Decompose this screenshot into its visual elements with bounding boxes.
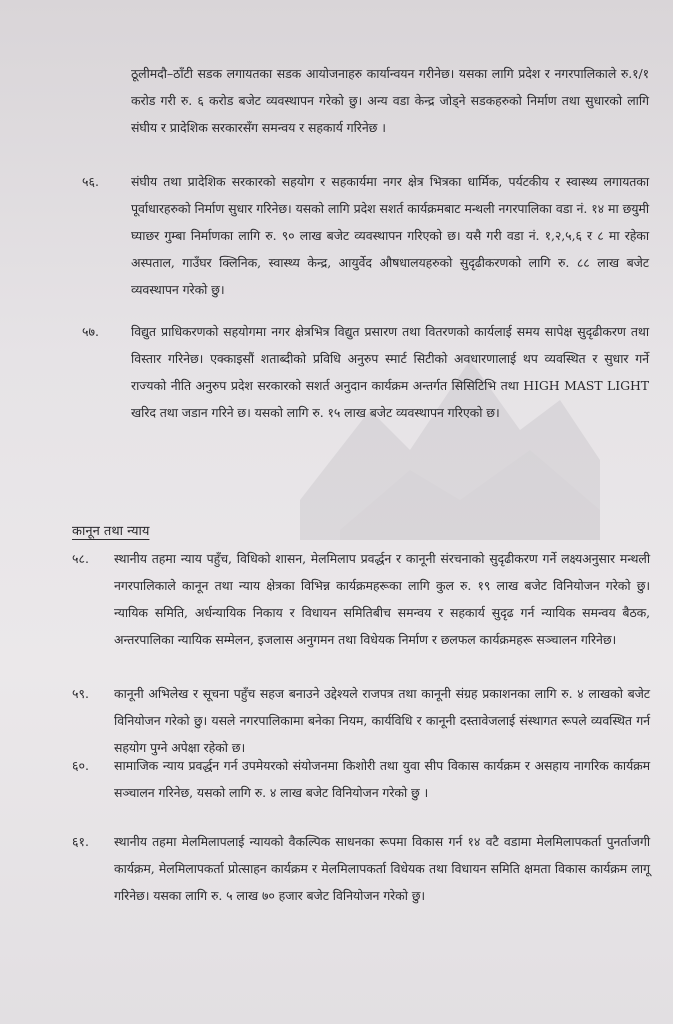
intro-paragraph: ठूलीमदौ–ठाँटी सडक लगायतका सडक आयोजनाहरु कार्यान्वयन गरीनेछ। यसका लागि प्रदेश र नगरपालिकाले रु.१/१ करोड गरी रु. ६ करोड बजेट व्यवस्थापन गरेको छु। अन्य वडा केन्द्र जोड्ने सडकहरुको निर्माण तथा सुधारको लागि संघीय र प्रादेशिक सरकारसँग समन्वय र सहकार्य गरिनेछ । [131,66,649,135]
item-paragraph: कानूनी अभिलेख र सूचना पहुँच सहज बनाउने उद्देश्यले राजपत्र तथा कानूनी संग्रह प्रकाशनका लागि रु. ४ लाखको बजेट विनियोजन गरेको छु। यसले नगरपालिकामा बनेका नियम, कार्यविधि र कानूनी दस्तावेजलाई संस्थागत रूपले व्यवस्थित गर्न सहयोग पुग्ने अपेक्षा रहेको छ। [114,686,650,755]
item-number: ५६. [82,174,99,189]
section-heading: कानून तथा न्याय [72,524,150,539]
item-paragraph: सामाजिक न्याय प्रवर्द्धन गर्न उपमेयरको संयोजनमा किशोरी तथा युवा सीप विकास कार्यक्रम र असहाय नागरिक कार्यक्रम सञ्चालन गरिनेछ, यसको लागि रु. ४ लाख बजेट विनियोजन गरेको छु । [114,758,650,800]
item-paragraph: विद्युत प्राधिकरणको सहयोगमा नगर क्षेत्रभित्र विद्युत प्रसारण तथा वितरणको कार्यलाई समय सापेक्ष सुदृढीकरण तथा विस्तार गरिनेछ। एक्काइसौं शताब्दीको प्रविधि अनुरुप स्मार्ट सिटीको अवधारणालाई थप व्यवस्थित र सुधार गर्ने राज्यको नीति अनुरुप प्रदेश सरकारको सशर्त अनुदान कार्यक्रम अन्तर्गत सिसिटिभि तथा HIGH MAST LIGHT खरिद तथा जडान गरिने छ। यसको लागि रु. १५ लाख बजेट व्यवस्थापन गरिएको छ। [131,324,649,420]
item-number: ६०. [72,758,89,773]
item-number: ५९. [72,686,89,701]
item-number: ५८. [72,551,89,566]
item-paragraph: स्थानीय तहमा मेलमिलापलाई न्यायको वैकल्पिक साधनका रूपमा विकास गर्न १४ वटै वडामा मेलमिलापकर्ता पुनर्ताजगी कार्यक्रम, मेलमिलापकर्ता प्रोत्साहन कार्यक्रम र मेलमिलापकर्ता विधेयक तथा विधायन समिति क्षमता विकास कार्यक्रम लागू गरिनेछ। यसका लागि रु. ५ लाख ७० हजार बजेट विनियोजन गरेको छु। [114,834,650,903]
item-paragraph: स्थानीय तहमा न्याय पहुँच, विधिको शासन, मेलमिलाप प्रवर्द्धन र कानूनी संरचनाको सुदृढीकरण गर्ने लक्ष्यअनुसार मन्थली नगरपालिकाले कानून तथा न्याय क्षेत्रका विभिन्न कार्यक्रमहरूका लागि कुल रु. १९ लाख बजेट विनियोजन गरेको छु। न्यायिक समिति, अर्धन्यायिक निकाय र विधायन समितिबीच समन्वय र सहकार्य सुदृढ गर्न न्यायिक समन्वय बैठक, अन्तरपालिका न्यायिक सम्मेलन, इजलास अनुगमन तथा विधेयक निर्माण र छलफल कार्यक्रमहरू सञ्चालन गरिनेछ। [114,551,650,647]
item-number: ५७. [82,324,99,339]
item-number: ६१. [72,834,89,849]
item-paragraph: संघीय तथा प्रादेशिक सरकारको सहयोग र सहकार्यमा नगर क्षेत्र भित्रका धार्मिक, पर्यटकीय र स्वास्थ्य लगायतका पूर्वाधारहरुको निर्माण सुधार गरिनेछ। यसको लागि प्रदेश सशर्त कार्यक्रमबाट मन्थली नगरपालिका वडा नं. १४ मा छयुमी घ्याछर गुम्बा निर्माणका लागि रु. ९० लाख बजेट व्यवस्थापन गरिएको छ। यसै गरी वडा नं. १,२,५,६ र ८ मा रहेका अस्पताल, गाउँघर क्लिनिक, स्वास्थ्य केन्द्र, आयुर्वेद औषधालयहरुको सुदृढीकरणको लागि रु. ८८ लाख बजेट व्यवस्थापन गरेको छु। [131,174,649,297]
